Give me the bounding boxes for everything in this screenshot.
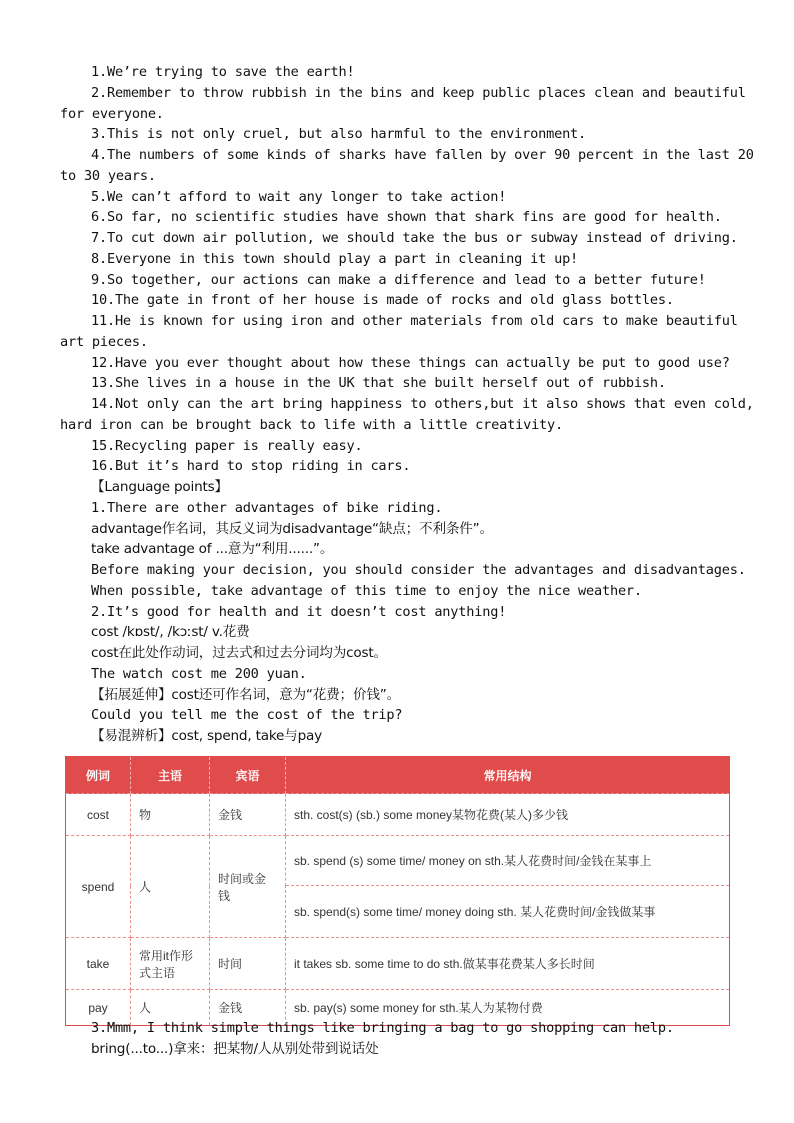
text-line: 2.Remember to throw rubbish in the bins and keep public places clean and beautiful (91, 84, 746, 101)
text-line: When possible, take advantage of this time to enjoy the nice weather. (91, 582, 642, 599)
text-line: advantage作名词，其反义词为disadvantage“缺点；不利条件”。 (91, 520, 493, 537)
header-subject: 主语 (131, 757, 210, 794)
table-header-row (66, 757, 730, 794)
header-word: 例词 (66, 757, 131, 794)
comparison-table (65, 756, 730, 1026)
text-line: cost /kɒst/, /kɔːst/ v.花费 (91, 624, 250, 641)
text-line: to 30 years. (60, 167, 156, 184)
text-line: 【Language points】 (91, 479, 228, 495)
cell-object: 时间或金钱 (210, 836, 286, 938)
text-line: 3.Mmm, I think simple things like bringing a bag to go shopping can help. (91, 1020, 674, 1036)
cell-object: 金钱 (210, 990, 286, 1026)
text-line: 3.This is not only cruel, but also harmful to the environment. (91, 126, 587, 143)
cell-word: cost (66, 794, 131, 836)
cell-subject: 人 (131, 990, 210, 1026)
text-line: take advantage of ...意为“利用......”。 (91, 541, 334, 558)
text-line: 2.It’s good for health and it doesn’t cost anything! (91, 603, 507, 620)
table-row (66, 794, 730, 836)
cell-subject: 人 (131, 836, 210, 938)
cell-word: take (66, 938, 131, 990)
text-line: Could you tell me the cost of the trip? (91, 707, 403, 724)
text-line: 16.But it’s hard to stop riding in cars. (91, 458, 411, 475)
text-line: 7.To cut down air pollution, we should take the bus or subway instead of driving. (91, 230, 738, 246)
text-line: 12.Have you ever thought about how these things can actually be put to good use? (91, 354, 730, 371)
cell-structure: sb. spend(s) some time/ money doing sth. 某人花费时间/金钱做某事 (286, 886, 730, 938)
cell-object: 金钱 (210, 794, 286, 836)
cell-subject: 常用it作形式主语 (131, 938, 210, 990)
text-line: cost在此处作动词，过去式和过去分词均为cost。 (91, 645, 387, 661)
cell-word: spend (66, 836, 131, 938)
text-line: 【拓展延伸】cost还可作名词，意为“花费；价钱”。 (91, 686, 400, 703)
cell-word: pay (66, 990, 131, 1026)
table-row (66, 836, 730, 886)
cell-structure: sb. pay(s) some money for sth.某人为某物付费 (286, 990, 730, 1026)
cell-structure: sth. cost(s) (sb.) some money某物花费(某人)多少钱 (286, 794, 730, 836)
text-line: art pieces. (60, 333, 148, 350)
text-line: Before making your decision, you should consider the advantages and disadvantages. (91, 562, 746, 578)
text-line: 10.The gate in front of her house is made of rocks and old glass bottles. (91, 292, 674, 309)
text-line: bring(...to...)拿来：把某物/人从别处带到说话处 (91, 1041, 379, 1057)
text-line: The watch cost me 200 yuan. (91, 665, 307, 682)
text-line: for everyone. (60, 105, 164, 122)
text-line: 15.Recycling paper is really easy. (91, 437, 363, 454)
text-line: 13.She lives in a house in the UK that she built herself out of rubbish. (91, 375, 666, 392)
text-line: 14.Not only can the art bring happiness to others,but it also shows that even cold, (91, 396, 754, 412)
text-line: hard iron can be brought back to life with a little creativity. (60, 416, 564, 433)
text-line: 【易混辨析】cost, spend, take与pay (91, 728, 322, 744)
header-structure: 常用结构 (286, 757, 730, 794)
text-line: 4.The numbers of some kinds of sharks have fallen by over 90 percent in the last 20 (91, 147, 754, 163)
text-line: 5.We can’t afford to wait any longer to take action! (91, 188, 507, 205)
text-line: 9.So together, our actions can make a difference and lead to a better future! (91, 271, 706, 288)
text-line: 6.So far, no scientific studies have shown that shark fins are good for health. (91, 209, 722, 226)
text-line: 1.There are other advantages of bike riding. (91, 499, 443, 516)
header-object: 宾语 (210, 757, 286, 794)
table-row (66, 938, 730, 990)
cell-object: 时间 (210, 938, 286, 990)
cell-structure: it takes sb. some time to do sth.做某事花费某人多长时间 (286, 938, 730, 990)
cell-structure: sb. spend (s) some time/ money on sth.某人花费时间/金钱在某事上 (286, 836, 730, 886)
text-line: 1.We’re trying to save the earth! (91, 64, 355, 80)
cell-subject: 物 (131, 794, 210, 836)
text-line: 8.Everyone in this town should play a part in cleaning it up! (91, 250, 579, 267)
text-line: 11.He is known for using iron and other materials from old cars to make beautiful (91, 313, 738, 329)
